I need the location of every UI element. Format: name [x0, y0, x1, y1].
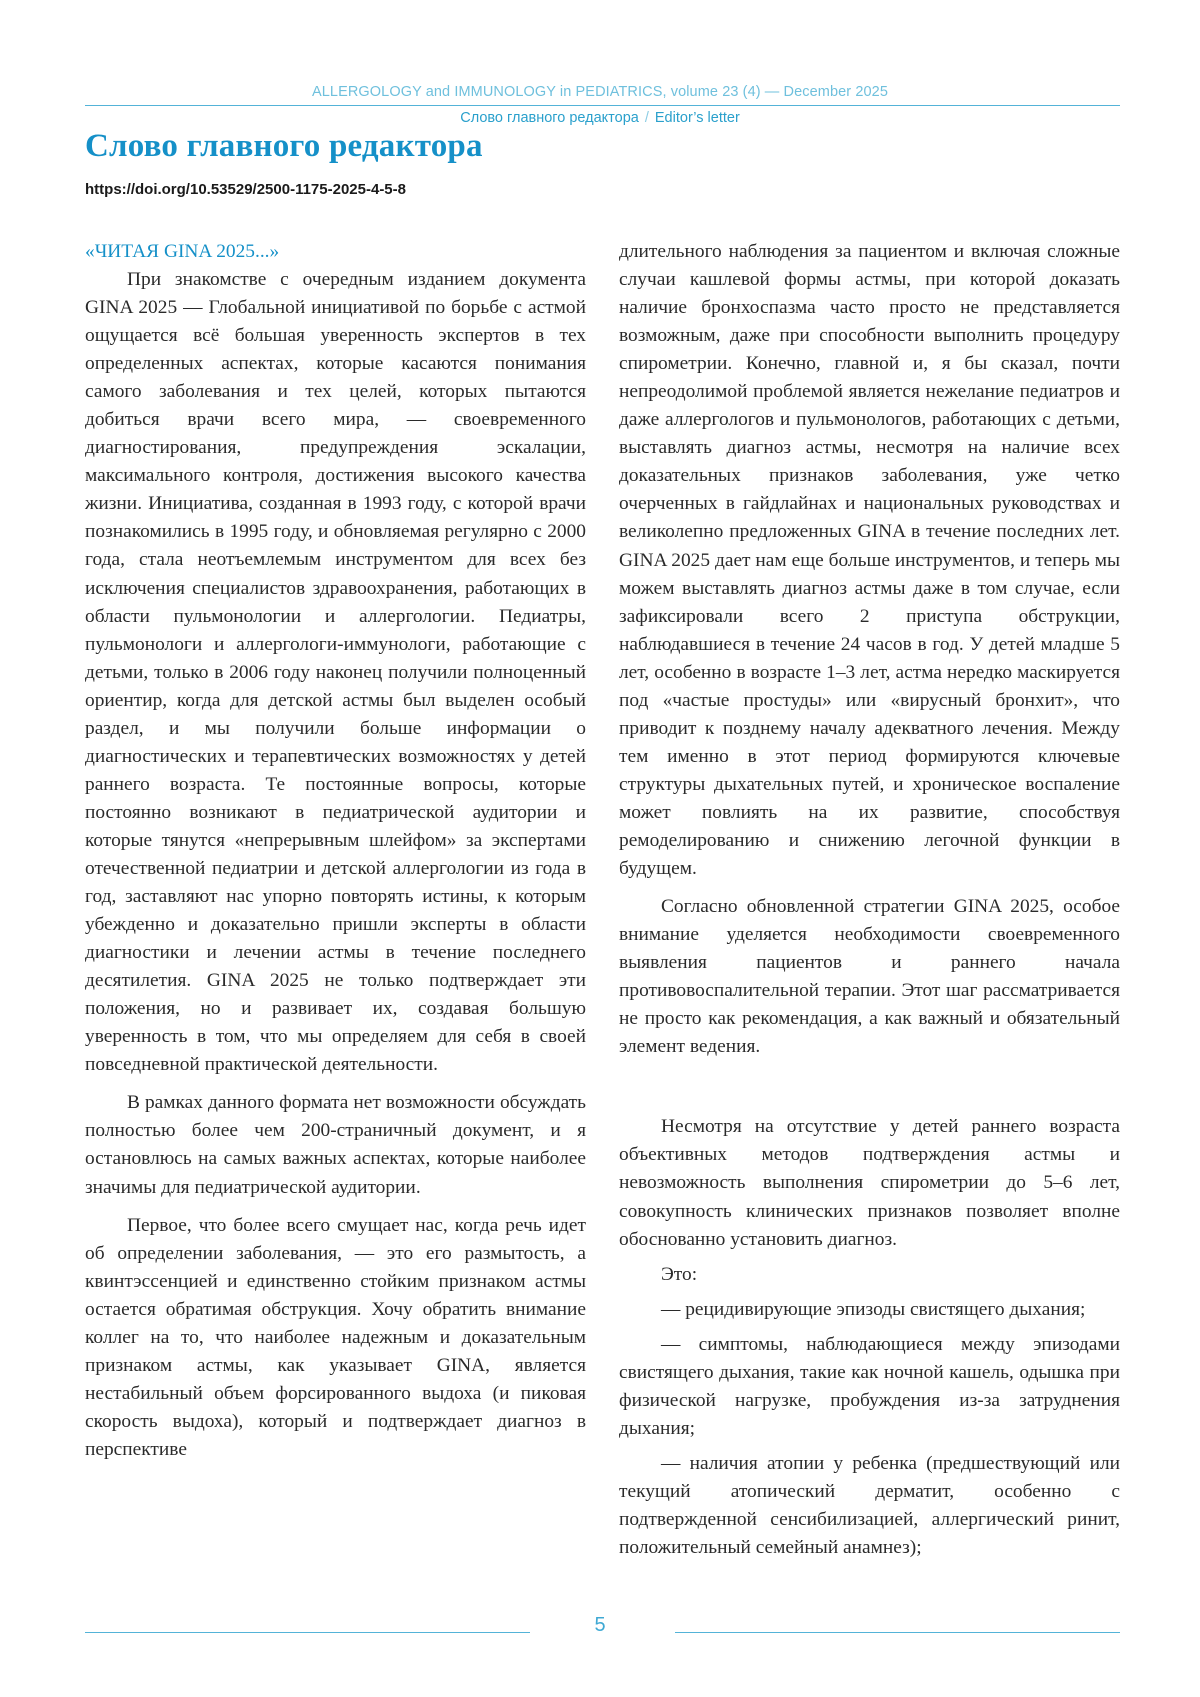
- article-subheading: «ЧИТАЯ GINA 2025...»: [85, 241, 280, 262]
- section-label-ru: Слово главного редактора: [460, 110, 639, 126]
- paragraph: Несмотря на отсутствие у детей раннего возраста объективных методов подтверждения астмы и невозможность выполнения спирометрии до 5–6 лет, совокупность клинических признаков позволяет вполне обоснованно установить диагноз.: [619, 1116, 1120, 1250]
- paragraph: При знакомстве с очередным изданием документа GINA 2025 — Глобальной инициативой по борьбе с астмой ощущается всё большая уверенность экспертов в тех определенных аспектах, которые касаются понимания самого заболевания и тех целей, которых пытаются добиться врачи всего мира, — своевременного диагностирования, предупреждения эскалации, максимального контроля, достижения высокого качества жизни. Инициатива, созданная в 1993 году, с которой врачи познакомились в 1995 году, и обновляемая регулярно с 2000 года, стала неотъемлемым инструментом для всех без исключения специалистов здравоохранения, работающих в области пульмонологии и аллергологии. Педиатры, пульмонологи и аллергологи-иммунологи, работающие с детьми, только в 2006 году наконец получили полноценный ориентир, когда для детской астмы был выделен особый раздел, и мы получили больше информации о диагностических и терапевтических возможностях у детей раннего возраста. Те постоянные вопросы, которые постоянно возникают в педиатрической аудитории и которые тянутся «непрерывным шлейфом» за экспертами отечественной педиатрии и детской аллергологии из года в год, заставляют нас упорно повторять истины, к которым убежденно и доказательно пришли эксперты в области диагностики и лечении астмы в течение последнего десятилетия. GINA 2025 не только подтверждает эти положения, но и развивает их, создавая большую уверенность в том, что мы определяем для себя в своей повседневной практической деятельности.: [85, 269, 586, 1076]
- header-rule: [85, 105, 1120, 106]
- paragraph: Согласно обновленной стратегии GINA 2025, особое внимание уделяется необходимости своевременного выявления пациентов и раннего начала противовоспалительной терапии. Этот шаг рассматривается не просто как рекомендация, а как важный и обязательный элемент ведения.: [619, 896, 1120, 1058]
- section-label: [0, 110, 1200, 126]
- list-intro: Это:: [661, 1263, 698, 1285]
- section-label-en: Editor’s letter: [654, 110, 740, 126]
- list-item: — наличия атопии у ребенка (предшествующий или текущий атопический дерматит, особенно с подтвержденной сенсибилизацией, аллергический ринит, положительный семейный анамнез);: [619, 1452, 1120, 1559]
- list-item: — симптомы, наблюдающиеся между эпизодами свистящего дыхания, такие как ночной кашель, одышка при физической нагрузке, пробуждения из-за затруднения дыхания;: [619, 1333, 1120, 1439]
- page-number: 5: [594, 1614, 606, 1636]
- list-item: — рецидивирующие эпизоды свистящего дыхания;: [661, 1298, 1086, 1320]
- left-column: [85, 238, 586, 1464]
- doi-link[interactable]: https://doi.org/10.53529/2500-1175-2025-4-5-8: [85, 181, 406, 198]
- paragraph: длительного наблюдения за пациентом и включая сложные случаи кашлевой формы астмы, при которой доказать наличие бронхоспазма часто просто не представляется возможным, даже при способности выполнить процедуру спирометрии. Конечно, главной и, я бы сказал, почти непреодолимой проблемой является нежелание педиатров и даже аллергологов и пульмонологов, работающих с детьми, выставлять диагноз астмы, несмотря на наличие всех доказательных признаков заболевания, уже четко очерченных в гайдлайнах и национальных руководствах и великолепно предложенных GINA в течение последних лет. GINA 2025 дает нам еще больше инструментов, и теперь мы можем выставлять диагноз астмы даже в том случае, если зафиксировали всего 2 приступа обструкции, наблюдавшиеся в течение 24 часов в год. У детей младше 5 лет, особенно в возрасте 1–3 лет, астма нередко маскируется под «частые простуды» или «вирусный бронхит», что приводит к позднему началу адекватного лечения. Между тем именно в этот период формируются ключевые структуры дыхательных путей, и хроническое воспаление может повлиять на их развитие, способствуя ремоделированию и снижению легочной функции в будущем.: [619, 241, 1120, 880]
- footer-rule-right: [675, 1632, 1120, 1633]
- running-head: ALLERGOLOGY and IMMUNOLOGY in PEDIATRICS, volume 23 (4) — December 2025: [311, 84, 889, 100]
- page-title: Слово главного редактора: [85, 128, 483, 164]
- paragraph: В рамках данного формата нет возможности обсуждать полностью более чем 200-страничный документ, и я остановлюсь на самых важных аспектах, которые наиболее значимы для педиатрической аудитории.: [85, 1092, 586, 1198]
- paragraph: Первое, что более всего смущает нас, когда речь идет об определении заболевания, — это его размытость, а квинтэссенцией и единственно стойким признаком астмы остается обратимая обструкция. Хочу обратить внимание коллег на то, что наиболее надежным и доказательным признаком астмы, как указывает GINA, является нестабильный объем форсированного выдоха (и пиковая скорость выдоха), который и подтверждает диагноз в перспективе: [85, 1214, 586, 1460]
- section-label-separator: /: [644, 110, 649, 126]
- right-column: [619, 238, 1120, 1562]
